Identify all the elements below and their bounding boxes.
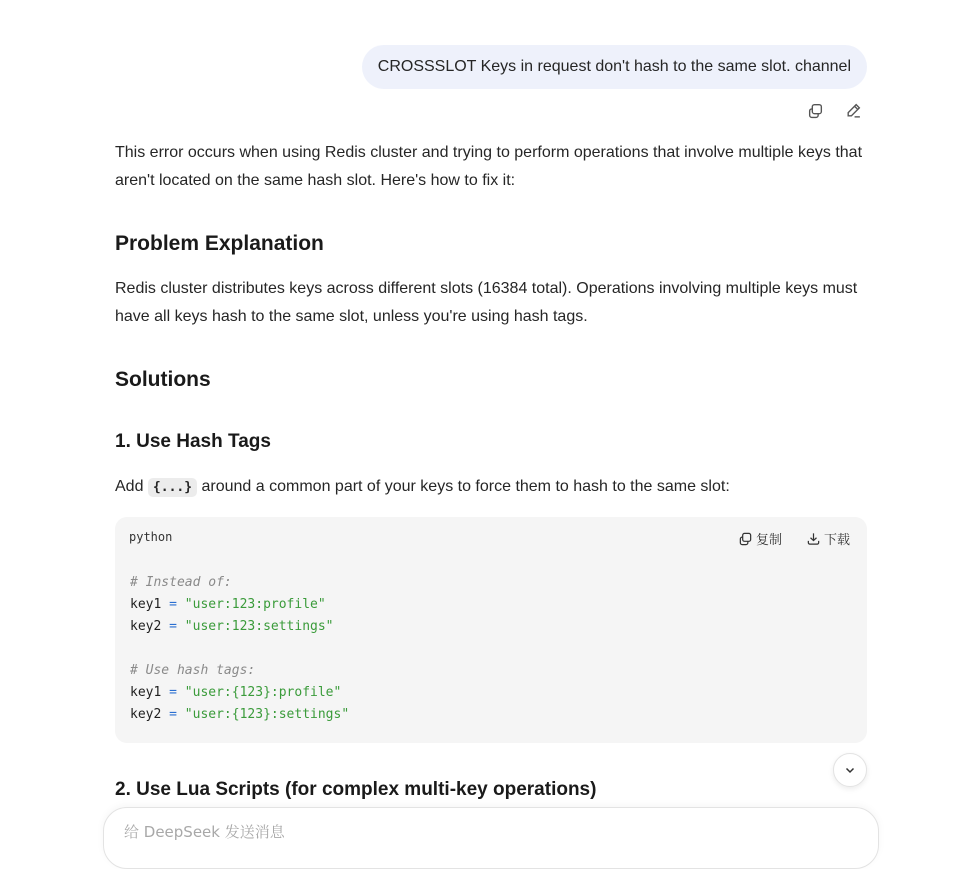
code-comment: # Use hash tags: [130, 663, 256, 678]
problem-paragraph: Redis cluster distributes keys across different slots (16384 total). Operations involving multiple keys must have all keys hash to the same slot, unless you're using hash tags. [115, 280, 858, 325]
code-operator: = [169, 597, 177, 612]
code-line [130, 704, 349, 726]
code-copy-label: 复制 [756, 533, 783, 548]
code-string: "user:{123}:settings" [184, 707, 350, 722]
code-string: "user:123:settings" [184, 619, 334, 634]
code-line [130, 638, 349, 660]
code-line [130, 660, 349, 682]
copy-icon [738, 531, 753, 546]
hash-tags-text-after: around a common part of your keys to force them to hash to the same slot: [197, 478, 730, 495]
message-composer [103, 807, 879, 869]
hash-tags-heading: 1. Use Hash Tags [115, 431, 271, 452]
code-variable: key1 [130, 597, 162, 612]
copy-icon [807, 102, 824, 119]
code-copy-button[interactable] [738, 529, 782, 548]
code-line [130, 572, 349, 594]
code-string: "user:{123}:profile" [184, 685, 342, 700]
code-variable: key1 [130, 685, 162, 700]
user-message-bubble [362, 45, 867, 89]
code-variable: key2 [130, 619, 162, 634]
code-line [130, 616, 349, 638]
code-block [115, 517, 867, 743]
scroll-to-bottom-button[interactable] [833, 753, 867, 787]
hash-tags-paragraph [115, 473, 867, 502]
message-actions [804, 99, 864, 121]
copy-message-button[interactable] [804, 99, 826, 121]
code-download-label: 下载 [824, 533, 851, 548]
code-line [130, 682, 349, 704]
user-message-text: CROSSSLOT Keys in request don't hash to the same slot. channel [377, 58, 851, 75]
code-operator: = [169, 685, 177, 700]
edit-icon [845, 102, 862, 119]
code-line [130, 594, 349, 616]
code-content [130, 572, 349, 726]
chevron-down-icon [843, 763, 857, 777]
hash-tags-text-before: Add [115, 478, 148, 495]
inline-code: {...} [148, 478, 197, 497]
download-icon [806, 531, 821, 546]
code-language-label: python [129, 530, 173, 544]
message-input[interactable] [122, 822, 826, 842]
code-variable: key2 [130, 707, 162, 722]
problem-heading: Problem Explanation [115, 232, 324, 255]
edit-message-button[interactable] [842, 99, 864, 121]
code-download-button[interactable] [806, 529, 850, 548]
code-string: "user:123:profile" [184, 597, 326, 612]
code-operator: = [169, 707, 177, 722]
code-comment: # Instead of: [130, 575, 232, 590]
code-operator: = [169, 619, 177, 634]
lua-scripts-heading: 2. Use Lua Scripts (for complex multi-key operations) [115, 779, 597, 800]
intro-paragraph: This error occurs when using Redis cluster and trying to perform operations that involve multiple keys that aren't located on the same hash slot. Here's how to fix it: [115, 144, 863, 189]
solutions-heading: Solutions [115, 368, 211, 391]
